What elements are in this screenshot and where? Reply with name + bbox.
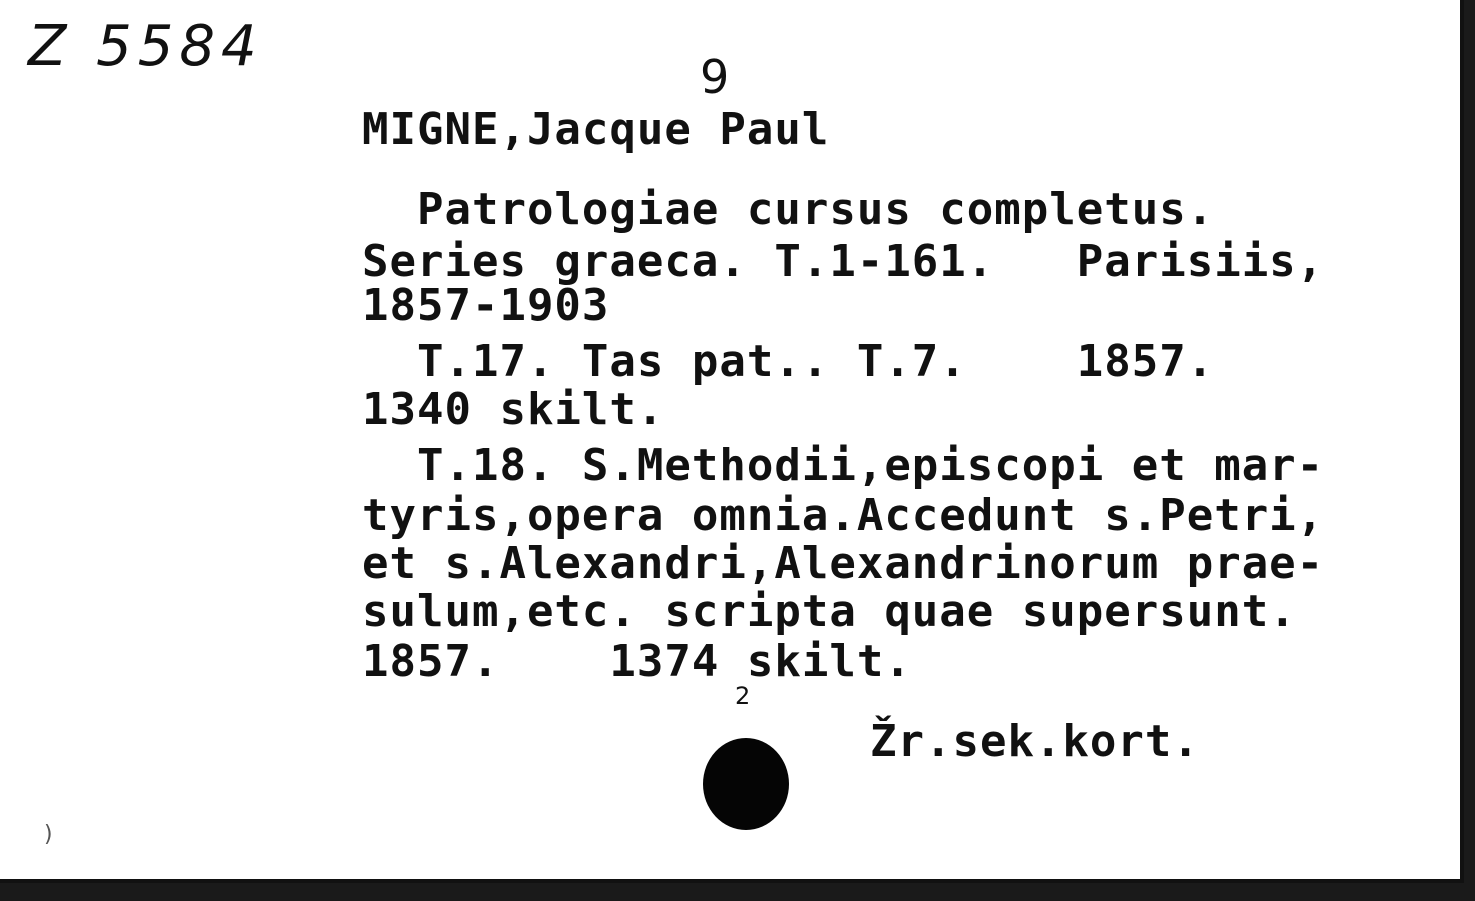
text-line-6: T.18. S.Methodii,episcopi et mar- [362, 440, 1325, 491]
text-line-4: T.17. Tas pat.. T.7. 1857. [362, 336, 1215, 387]
text-line-9: sulum,etc. scripta quae supersunt. [362, 586, 1297, 637]
text-line-2: Series graeca. T.1-161. Parisiis, [362, 236, 1325, 287]
text-line-5: 1340 skilt. [362, 384, 665, 435]
author-heading: MIGNE,Jacque Paul [362, 104, 830, 155]
cross-reference: Žr.sek.kort. [870, 716, 1200, 767]
text-line-10: 1857. 1374 skilt. [362, 636, 912, 687]
punch-hole [703, 738, 789, 830]
note-number: 2 [735, 682, 751, 710]
text-line-3: 1857-1903 [362, 280, 610, 331]
scan-mark: ) [42, 822, 56, 847]
card-number: 9 [700, 50, 730, 104]
text-line-8: et s.Alexandri,Alexandrinorum prae- [362, 538, 1325, 589]
call-number: Z 5584 [28, 14, 263, 79]
text-line-1: Patrologiae cursus completus. [362, 184, 1215, 235]
text-line-7: tyris,opera omnia.Accedunt s.Petri, [362, 490, 1325, 541]
